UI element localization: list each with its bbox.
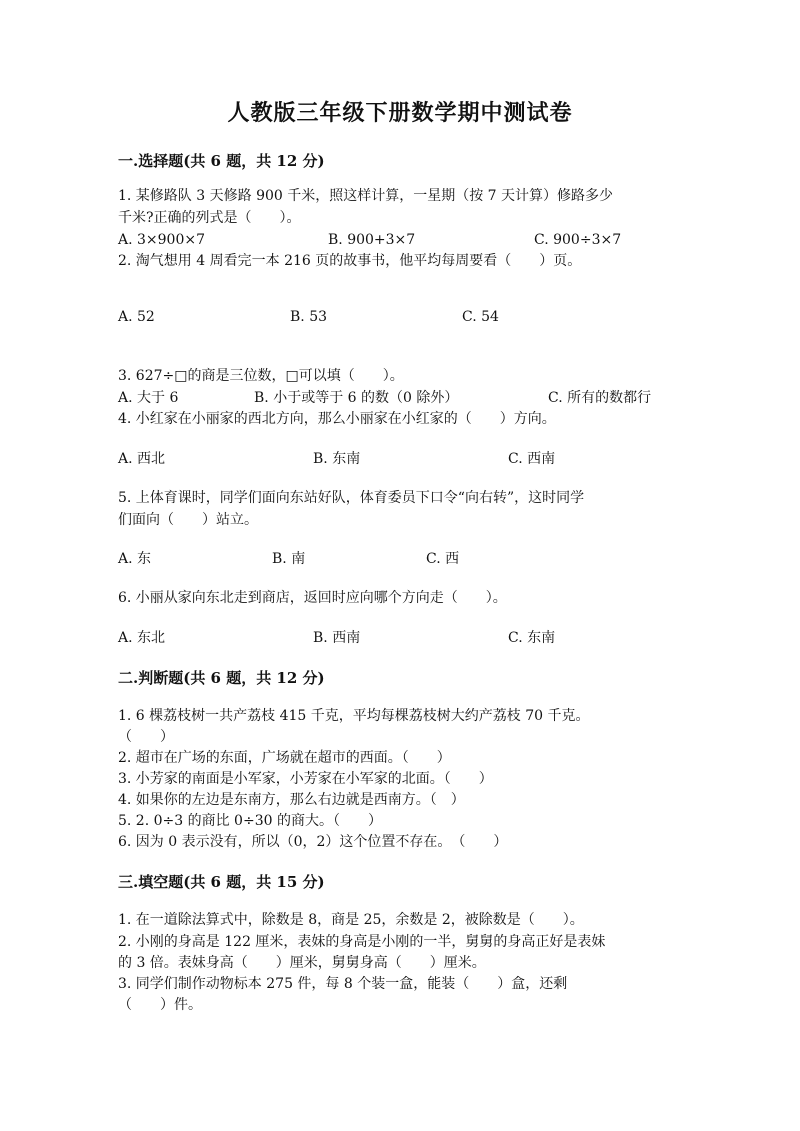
question-text: 3. 同学们制作动物标本 275 件，每 8 个装一盒，能装（ ）盒，还剩 [118, 976, 568, 992]
question-text: 6. 小丽从家向东北走到商店，返回时应向哪个方向走（ ）。 [118, 590, 507, 606]
answer-option: C. 西南 [508, 451, 556, 467]
section-heading-choice: 一.选择题(共 6 题，共 12 分) [118, 152, 325, 170]
answer-option: C. 东南 [508, 630, 556, 646]
question-text: 1. 某修路队 3 天修路 900 千米，照这样计算，一星期（按 7 天计算）修路多少 [118, 188, 614, 204]
answer-option: C. 所有的数都行 [548, 390, 652, 406]
question-text: 5. 上体育课时，同学们面向东站好队，体育委员下口令“向右转”，这时同学 [118, 490, 585, 506]
question-text: 3. 627÷□的商是三位数，□可以填（ ）。 [118, 368, 404, 384]
question-text: 的 3 倍。表妹身高（ ）厘米，舅舅身高（ ）厘米。 [118, 955, 486, 971]
answer-option: C. 900÷3×7 [534, 232, 622, 248]
answer-option: B. 53 [290, 309, 328, 325]
answer-option: B. 东南 [313, 451, 361, 467]
question-text: 3. 小芳家的南面是小军家，小芳家在小军家的北面。（ ） [118, 771, 493, 787]
question-text: 4. 小红家在小丽家的西北方向，那么小丽家在小红家的（ ）方向。 [118, 411, 556, 427]
answer-option: A. 东北 [118, 630, 166, 646]
question-text: 们面向（ ）站立。 [118, 512, 258, 528]
answer-option: C. 54 [462, 309, 499, 325]
question-text: （ ）件。 [118, 997, 202, 1013]
answer-option: A. 东 [118, 551, 152, 567]
question-text: 2. 小刚的身高是 122 厘米，表妹的身高是小刚的一半，舅舅的身高正好是表妹 [118, 934, 606, 950]
question-text: 千米?正确的列式是（ ）。 [118, 210, 301, 226]
answer-option: A. 52 [118, 309, 155, 325]
section-heading-judgement: 二.判断题(共 6 题，共 12 分) [118, 669, 325, 687]
page-title: 人教版三年级下册数学期中测试卷 [227, 100, 573, 126]
question-text: 1. 6 棵荔枝树一共产荔枝 415 千克，平均每棵荔枝树大约产荔枝 70 千克。 [118, 708, 590, 724]
answer-option: A. 西北 [118, 451, 166, 467]
question-text: 4. 如果你的左边是东南方，那么右边就是西南方。（ ） [118, 792, 465, 808]
question-text: 6. 因为 0 表示没有，所以（0，2）这个位置不存在。 （ ） [118, 834, 508, 850]
answer-option: B. 小于或等于 6 的数（0 除外） [254, 390, 459, 406]
answer-option: B. 西南 [313, 630, 361, 646]
answer-option: A. 3×900×7 [118, 232, 206, 248]
question-text: 1. 在一道除法算式中，除数是 8，商是 25，余数是 2，被除数是（ ）。 [118, 912, 584, 928]
answer-option: C. 西 [426, 551, 460, 567]
section-heading-fill-in: 三.填空题(共 6 题，共 15 分) [118, 873, 325, 891]
question-text: 2. 超市在广场的东面，广场就在超市的西面。（ ） [118, 750, 451, 766]
answer-option: B. 南 [272, 551, 306, 567]
question-text: 2. 淘气想用 4 周看完一本 216 页的故事书，他平均每周要看（ ）页。 [118, 253, 582, 269]
question-text: 5. 2. 0÷3 的商比 0÷30 的商大。（ ） [118, 813, 382, 829]
question-text: （ ） [118, 729, 174, 745]
answer-option: B. 900+3×7 [328, 232, 416, 248]
answer-option: A. 大于 6 [118, 390, 179, 406]
